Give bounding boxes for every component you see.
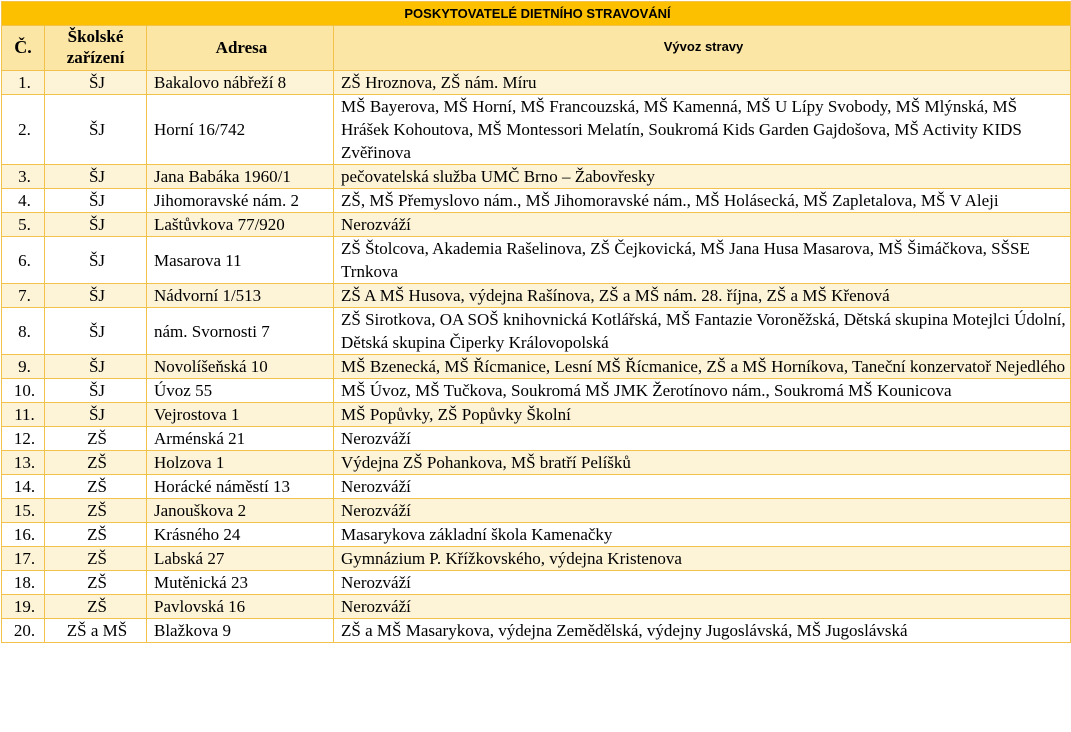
cell-number: 18.: [2, 571, 45, 595]
cell-export: Nerozváží: [334, 475, 1071, 499]
table-row: [2, 403, 1071, 427]
cell-address: Blažkova 9: [147, 619, 334, 643]
cell-address: Holzova 1: [147, 451, 334, 475]
cell-number: 12.: [2, 427, 45, 451]
cell-facility: ŠJ: [45, 379, 147, 403]
table-row: [2, 237, 1071, 284]
cell-number: 2.: [2, 95, 45, 165]
cell-export: ZŠ, MŠ Přemyslovo nám., MŠ Jihomoravské nám., MŠ Holásecká, MŠ Zapletalova, MŠ V Aleji: [334, 189, 1071, 213]
header-facility-line2: zařízení: [66, 48, 125, 67]
cell-facility: ZŠ: [45, 451, 147, 475]
table-row: [2, 499, 1071, 523]
cell-number: 15.: [2, 499, 45, 523]
cell-facility: ŠJ: [45, 403, 147, 427]
cell-address: Jana Babáka 1960/1: [147, 165, 334, 189]
table-row: [2, 619, 1071, 643]
cell-export: Masarykova základní škola Kamenačky: [334, 523, 1071, 547]
header-facility: [45, 26, 147, 71]
cell-export: pečovatelská služba UMČ Brno – Žabovřesky: [334, 165, 1071, 189]
cell-facility: ZŠ: [45, 547, 147, 571]
cell-address: Novolíšeňská 10: [147, 355, 334, 379]
cell-address: Úvoz 55: [147, 379, 334, 403]
cell-number: 6.: [2, 237, 45, 284]
table-row: [2, 379, 1071, 403]
header-facility-line1: Školské: [67, 27, 124, 46]
cell-facility: ŠJ: [45, 237, 147, 284]
cell-facility: ŠJ: [45, 165, 147, 189]
cell-address: Pavlovská 16: [147, 595, 334, 619]
header-export: Vývoz stravy: [334, 26, 1071, 71]
table-row: [2, 213, 1071, 237]
cell-facility: ZŠ: [45, 595, 147, 619]
cell-facility: ZŠ: [45, 499, 147, 523]
cell-address: Mutěnická 23: [147, 571, 334, 595]
cell-address: Laštůvkova 77/920: [147, 213, 334, 237]
table-row: [2, 427, 1071, 451]
cell-export: Nerozváží: [334, 595, 1071, 619]
cell-address: Bakalovo nábřeží 8: [147, 71, 334, 95]
cell-address: Arménská 21: [147, 427, 334, 451]
cell-facility: ŠJ: [45, 95, 147, 165]
cell-export: ZŠ Hroznova, ZŠ nám. Míru: [334, 71, 1071, 95]
cell-number: 20.: [2, 619, 45, 643]
table-row: [2, 571, 1071, 595]
cell-address: Labská 27: [147, 547, 334, 571]
cell-facility: ZŠ a MŠ: [45, 619, 147, 643]
cell-facility: ŠJ: [45, 213, 147, 237]
table-row: [2, 165, 1071, 189]
cell-facility: ŠJ: [45, 71, 147, 95]
table-row: [2, 308, 1071, 355]
cell-export: Nerozváží: [334, 571, 1071, 595]
table-row: [2, 189, 1071, 213]
header-number: Č.: [2, 26, 45, 71]
cell-number: 11.: [2, 403, 45, 427]
cell-number: 19.: [2, 595, 45, 619]
cell-export: ZŠ A MŠ Husova, výdejna Rašínova, ZŠ a MŠ nám. 28. října, ZŠ a MŠ Křenová: [334, 284, 1071, 308]
cell-address: Jihomoravské nám. 2: [147, 189, 334, 213]
cell-export: Nerozváží: [334, 427, 1071, 451]
cell-facility: ŠJ: [45, 284, 147, 308]
header-row: [2, 26, 1071, 71]
providers-table: [1, 1, 1071, 643]
cell-facility: ZŠ: [45, 427, 147, 451]
cell-export: MŠ Bzenecká, MŠ Řícmanice, Lesní MŠ Řícmanice, ZŠ a MŠ Horníkova, Taneční konzervatoř Nejedlého: [334, 355, 1071, 379]
cell-facility: ZŠ: [45, 523, 147, 547]
cell-number: 16.: [2, 523, 45, 547]
cell-address: Nádvorní 1/513: [147, 284, 334, 308]
cell-address: Horní 16/742: [147, 95, 334, 165]
cell-export: Výdejna ZŠ Pohankova, MŠ bratří Pelíšků: [334, 451, 1071, 475]
cell-address: nám. Svornosti 7: [147, 308, 334, 355]
cell-number: 7.: [2, 284, 45, 308]
table-row: [2, 284, 1071, 308]
cell-export: MŠ Úvoz, MŠ Tučkova, Soukromá MŠ JMK Žerotínovo nám., Soukromá MŠ Kounicova: [334, 379, 1071, 403]
header-address: Adresa: [147, 26, 334, 71]
table-row: [2, 595, 1071, 619]
cell-export: Nerozváží: [334, 499, 1071, 523]
cell-number: 17.: [2, 547, 45, 571]
table-row: [2, 71, 1071, 95]
cell-address: Janouškova 2: [147, 499, 334, 523]
table-row: [2, 523, 1071, 547]
cell-export: Gymnázium P. Křížkovského, výdejna Kristenova: [334, 547, 1071, 571]
cell-facility: ŠJ: [45, 308, 147, 355]
cell-address: Masarova 11: [147, 237, 334, 284]
table-row: [2, 355, 1071, 379]
cell-number: 10.: [2, 379, 45, 403]
table-row: [2, 95, 1071, 165]
cell-number: 9.: [2, 355, 45, 379]
cell-number: 4.: [2, 189, 45, 213]
cell-number: 13.: [2, 451, 45, 475]
cell-number: 14.: [2, 475, 45, 499]
cell-facility: ŠJ: [45, 189, 147, 213]
cell-export: ZŠ a MŠ Masarykova, výdejna Zemědělská, výdejny Jugoslávská, MŠ Jugoslávská: [334, 619, 1071, 643]
cell-address: Vejrostova 1: [147, 403, 334, 427]
cell-export: MŠ Bayerova, MŠ Horní, MŠ Francouzská, MŠ Kamenná, MŠ U Lípy Svobody, MŠ Mlýnská, MŠ Hrášek Kohoutova, MŠ Montessori Melatín, Soukromá Kids Garden Gajdošova, MŠ Activity KIDS Zvěřinova: [334, 95, 1071, 165]
cell-number: 3.: [2, 165, 45, 189]
cell-export: ZŠ Štolcova, Akademia Rašelinova, ZŠ Čejkovická, MŠ Jana Husa Masarova, MŠ Šimáčkova, SŠSE Trnkova: [334, 237, 1071, 284]
cell-facility: ŠJ: [45, 355, 147, 379]
cell-export: Nerozváží: [334, 213, 1071, 237]
table-row: [2, 475, 1071, 499]
cell-facility: ZŠ: [45, 475, 147, 499]
cell-address: Horácké náměstí 13: [147, 475, 334, 499]
table-title: POSKYTOVATELÉ DIETNÍHO STRAVOVÁNÍ: [2, 2, 1071, 26]
table-row: [2, 451, 1071, 475]
table-row: [2, 547, 1071, 571]
cell-address: Krásného 24: [147, 523, 334, 547]
cell-export: MŠ Popůvky, ZŠ Popůvky Školní: [334, 403, 1071, 427]
cell-facility: ZŠ: [45, 571, 147, 595]
cell-export: ZŠ Sirotkova, OA SOŠ knihovnická Kotlářská, MŠ Fantazie Voroněžská, Dětská skupina Motejlci Údolní, Dětská skupina Čiperky Královopolská: [334, 308, 1071, 355]
cell-number: 5.: [2, 213, 45, 237]
cell-number: 8.: [2, 308, 45, 355]
cell-number: 1.: [2, 71, 45, 95]
